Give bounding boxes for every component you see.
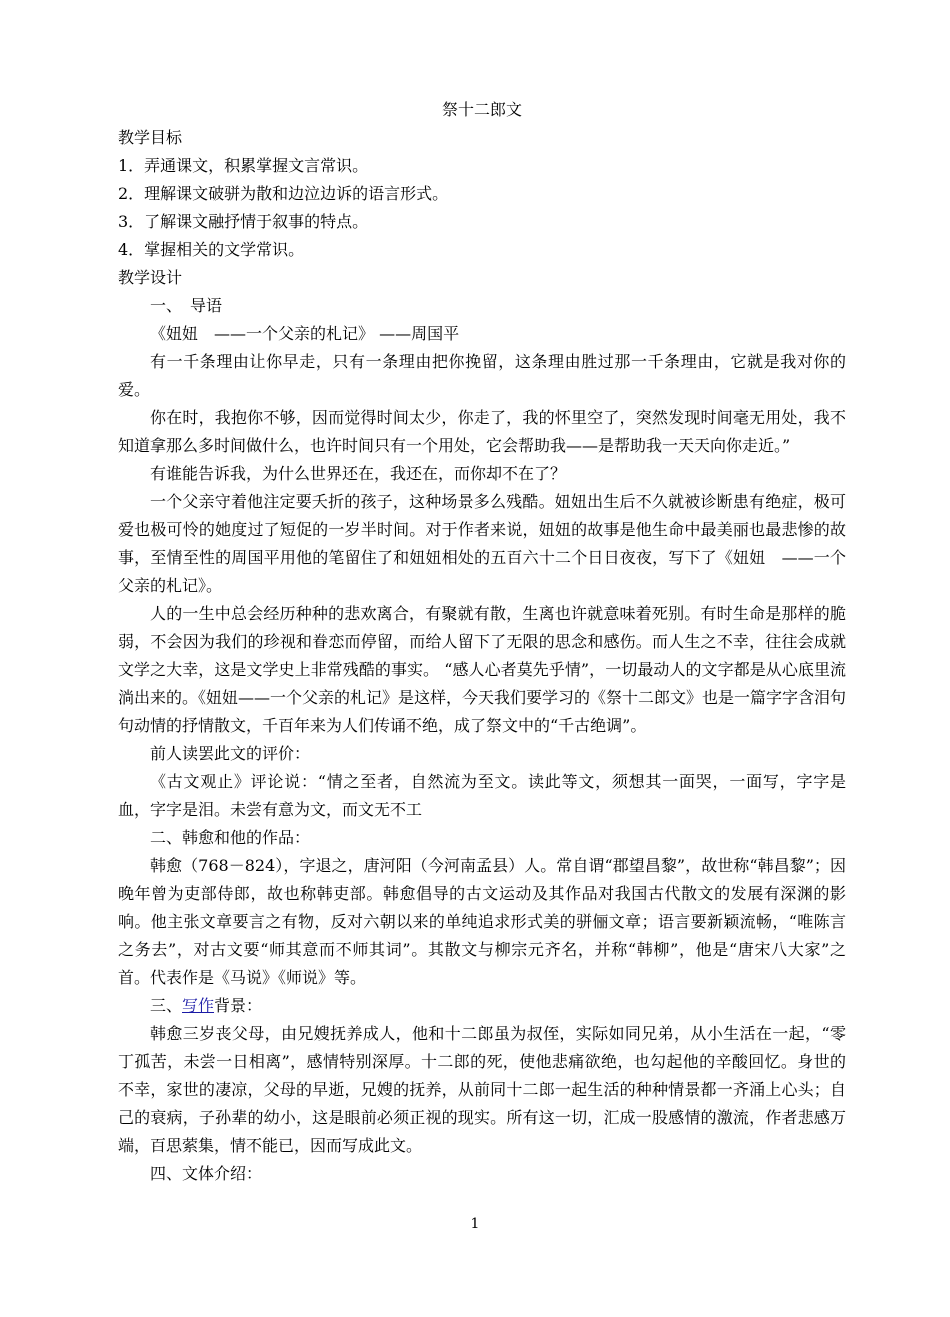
design-heading: 教学设计 — [118, 268, 183, 287]
section-2-paragraph: 韩愈（768－824），字退之，唐河阳（今河南孟县）人。常自谓“郡望昌黎”，故世称“韩昌黎”；因晚年曾为吏部侍郎，故也称韩吏部。韩愈倡导的古文运动及其作品对我国古代散文的发展有深渊的影响。他主张文章要言之有物，反对六朝以来的单纯追求形式美的骈俪文章；语言要新颖流畅，“唯陈言之务去”，对古文要“师其意而不师其词”。其散文与柳宗元齐名，并称“韩柳”，他是“唐宋八大家”之首。代表作是《马说》《师说》等。 — [118, 856, 846, 987]
goal-item: 2．理解课文破骈为散和边泣边诉的语言形式。 — [118, 184, 449, 203]
section-3-suffix: 背景： — [214, 996, 263, 1015]
writing-link[interactable]: 写作 — [182, 996, 215, 1015]
goals-heading: 教学目标 — [118, 128, 183, 147]
section-1-paragraph: 有一千条理由让你早走，只有一条理由把你挽留，这条理由胜过那一千条理由，它就是我对你的爱。 — [118, 352, 846, 399]
section-3-heading — [118, 992, 846, 1020]
section-1-quote-title: 《妞妞 ——一个父亲的札记》 ——周国平 — [150, 324, 460, 343]
section-2-heading: 二、韩愈和他的作品： — [150, 828, 311, 847]
section-4-heading: 四、文体介绍： — [150, 1164, 263, 1183]
document-body — [118, 96, 846, 1188]
document-title: 祭十二郎文 — [441, 100, 522, 119]
section-1-paragraph: 有谁能告诉我，为什么世界还在，我还在，而你却不在了？ — [150, 464, 567, 483]
goal-item: 3．了解课文融抒情于叙事的特点。 — [118, 212, 369, 231]
section-1-paragraph: 前人读罢此文的评价： — [150, 744, 311, 763]
section-1-paragraph: 一个父亲守着他注定要夭折的孩子，这种场景多么残酷。妞妞出生后不久就被诊断患有绝症，极可爱也极可怜的她度过了短促的一岁半时间。对于作者来说，妞妞的故事是他生命中最美丽也最悲惨的故事，至情至性的周国平用他的笔留住了和妞妞相处的五百六十二个日日夜夜，写下了《妞妞 ——一个父亲的札记》。 — [118, 492, 846, 595]
section-3-paragraph: 韩愈三岁丧父母，由兄嫂抚养成人，他和十二郎虽为叔侄，实际如同兄弟，从小生活在一起，“零丁孤苦，未尝一日相离”，感情特别深厚。十二郎的死，使他悲痛欲绝，也勾起他的辛酸回忆。身世的不幸，家世的凄凉，父母的早逝，兄嫂的抚养，从前同十二郎一起生活的种种情景都一齐涌上心头；自己的衰病，子孙辈的幼小，这是眼前必须正视的现实。所有这一切，汇成一股感情的激流，作者悲感万端，百思萦集，情不能已，因而写成此文。 — [118, 1024, 846, 1155]
section-1-paragraph: 人的一生中总会经历种种的悲欢离合，有聚就有散，生离也许就意味着死别。有时生命是那样的脆弱，不会因为我们的珍视和眷恋而停留，而给人留下了无限的思念和感伤。而人生之不幸，往往会成就文学之大幸，这是文学史上非常残酷的事实。 “感人心者莫先乎情”，一切最动人的文字都是从心底里流淌出来的。《妞妞——一个父亲的札记》是这样，今天我们要学习的《祭十二郎文》也是一篇字字含泪句句动情的抒情散文，千百年来为人们传诵不绝，成了祭文中的“千古绝调”。 — [118, 604, 847, 735]
section-3-prefix: 三、 — [150, 996, 183, 1015]
goal-item: 1．弄通课文，积累掌握文言常识。 — [118, 156, 369, 175]
page-number: 1 — [470, 1216, 480, 1232]
section-1-paragraph: 你在时，我抱你不够，因而觉得时间太少，你走了，我的怀里空了，突然发现时间毫无用处，我不知道拿那么多时间做什么，也许时间只有一个用处，它会帮助我——是帮助我一天天向你走近。” — [118, 408, 846, 455]
section-1-heading: 一、 导语 — [150, 296, 223, 315]
goal-item: 4．掌握相关的文学常识。 — [118, 240, 305, 259]
section-1-paragraph: 《古文观止》评论说：“情之至者，自然流为至文。读此等文，须想其一面哭，一面写，字字是血，字字是泪。未尝有意为文，而文无不工 — [118, 772, 846, 819]
